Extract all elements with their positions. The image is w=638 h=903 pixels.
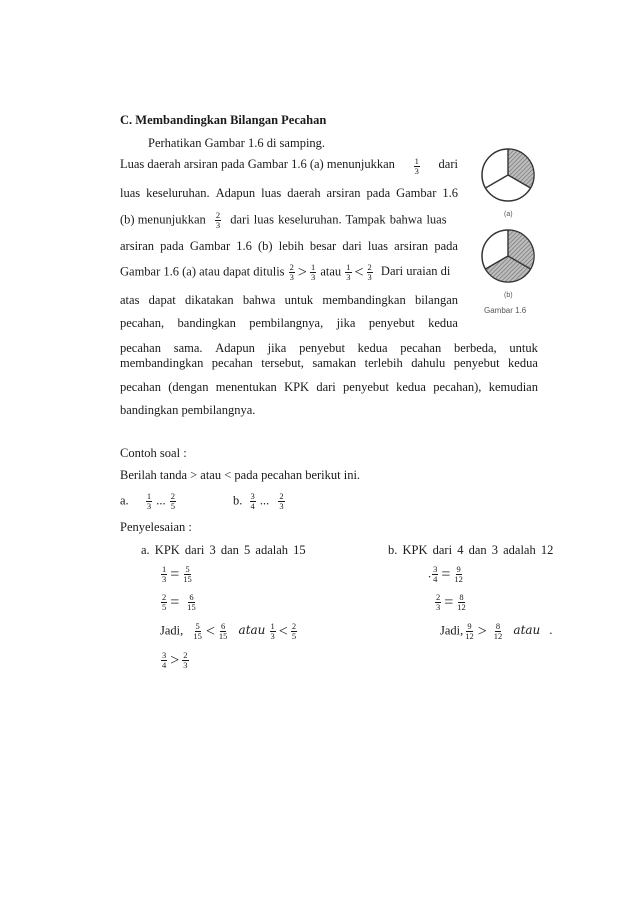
para-line-6 <box>120 293 458 307</box>
word: pecahan <box>120 380 161 394</box>
word: pada <box>160 239 184 253</box>
word: tersebut, <box>261 356 304 370</box>
solution-a-row2: $\frac{2}{5}$ = $\frac{6}{15}$ <box>162 592 196 612</box>
word: luas <box>120 186 141 200</box>
solution-b-row3: Jadi, $\frac{9}{12}$ > $\frac{8}{12}$ atau . <box>440 621 553 641</box>
fraction: $\frac{2}{3}$ <box>367 262 372 282</box>
circle-a <box>482 149 534 201</box>
example-b: b. $\frac{3}{4}$ ... $\frac{2}{3}$ <box>233 491 284 511</box>
solution-b-row1: . $\frac{3}{4}$ = $\frac{9}{12}$ <box>428 564 463 584</box>
word: kemudian <box>488 380 538 394</box>
word: (b) <box>258 239 273 253</box>
para-line-2 <box>120 186 458 200</box>
word: dapat <box>148 293 176 307</box>
solution-a-row3: Jadi, $\frac{5}{15}$ < $\frac{6}{15}$ atau $\frac{1}{3}$ < $\frac{2}{5}$ <box>160 621 297 641</box>
figure-1-6 <box>474 147 550 325</box>
word: (dengan <box>168 380 209 394</box>
word: penyebut <box>299 341 345 355</box>
word: berbeda, <box>453 341 497 355</box>
word: 1.6 <box>236 239 252 253</box>
intro-text: Perhatikan Gambar 1.6 di samping. <box>148 136 326 150</box>
word: penyebut <box>453 356 500 370</box>
word: pecahan, <box>120 316 165 330</box>
word: pecahan), <box>433 380 482 394</box>
pie-figures <box>474 147 550 325</box>
para-line-7 <box>120 316 458 330</box>
word: arsiran <box>120 239 155 253</box>
word: jika <box>336 316 356 330</box>
word: membandingkan <box>120 356 204 370</box>
solution-title: Penyelesaian : <box>120 520 192 534</box>
word: pecahan <box>400 341 442 355</box>
para-line-1 <box>120 157 458 176</box>
solution-a-row1: $\frac{1}{3}$ = $\frac{5}{15}$ <box>162 564 192 584</box>
word: jika <box>267 341 287 355</box>
word: Gambar <box>189 239 231 253</box>
word: kedua <box>396 380 426 394</box>
word: membandingkan <box>322 293 406 307</box>
word: samakan <box>312 356 357 370</box>
solution-b-row2: $\frac{2}{3}$ = $\frac{8}{12}$ <box>436 592 466 612</box>
word: pembilangnya, <box>249 316 324 330</box>
word: besar <box>309 239 337 253</box>
word: kedua <box>508 356 538 370</box>
circle-b <box>482 230 534 282</box>
fraction: $\frac{2}{3}$ <box>289 262 294 282</box>
solution-a-head: a. KPK dari 3 dan 5 adalah 15 <box>141 543 306 557</box>
word: pada <box>366 186 391 200</box>
para-line-3: (b) menunjukkan $\frac{2}{3}$ dari luas keseluruhan. Tampak bahwa luas <box>120 210 447 230</box>
fraction: $\frac{1}{3}$ <box>414 156 419 176</box>
word: Adapun <box>215 341 255 355</box>
word: daerah <box>287 186 321 200</box>
solution-b-head: b. KPK dari 4 dan 3 adalah 12 <box>388 543 554 557</box>
word: penyebut <box>343 380 389 394</box>
example-a: a. $\frac{1}{3}$ ... $\frac{2}{5}$ <box>120 491 175 511</box>
word: untuk <box>509 341 538 355</box>
word: bahwa <box>242 293 276 307</box>
para-line-11: bandingkan pembilangnya. <box>120 403 256 417</box>
word: menentukan <box>215 380 277 394</box>
para-text: dari <box>438 157 458 171</box>
word: Adapun <box>215 186 256 200</box>
word: atas <box>120 293 140 307</box>
section-heading: C. Membandingkan Bilangan Pecahan <box>120 113 327 127</box>
word: dikatakan <box>184 293 234 307</box>
word: untuk <box>284 293 314 307</box>
para-text: Luas daerah arsiran pada Gambar 1.6 (a) menunjukkan <box>120 157 395 171</box>
word: bandingkan <box>177 316 236 330</box>
para-line-10 <box>120 380 538 394</box>
fraction: $\frac{2}{3}$ <box>215 210 221 230</box>
word: penyebut <box>368 316 415 330</box>
word: pada <box>434 239 458 253</box>
word: dahulu <box>411 356 446 370</box>
para-line-4 <box>120 239 458 253</box>
figure-caption: Gambar 1.6 <box>484 306 527 315</box>
label-a: (a) <box>504 211 513 218</box>
word: Gambar <box>396 186 437 200</box>
word: lebih <box>278 239 304 253</box>
word: KPK <box>284 380 310 394</box>
para-line-5: Gambar 1.6 (a) atau dapat ditulis $\frac{2}{3}$ > $\frac{1}{3}$ atau $\frac{1}{3}$ < $\frac{2}{3}$ Dari uraian di <box>120 262 451 282</box>
word: dari <box>342 239 362 253</box>
word: kedua <box>428 316 458 330</box>
word: keseluruhan. <box>146 186 210 200</box>
word: sama. <box>173 341 203 355</box>
label-b: (b) <box>504 292 513 299</box>
word: luas <box>367 239 389 253</box>
fraction: $\frac{1}{3}$ <box>346 262 351 282</box>
word: dari <box>316 380 336 394</box>
word: kedua <box>357 341 388 355</box>
para-line-9 <box>120 356 538 370</box>
word: pecahan <box>120 341 161 355</box>
word: pecahan <box>211 356 253 370</box>
solution-a-row4: $\frac{3}{4}$ > $\frac{2}{3}$ <box>162 650 188 670</box>
word: bilangan <box>414 293 458 307</box>
fraction: $\frac{1}{3}$ <box>310 262 316 282</box>
word: arsiran <box>326 186 361 200</box>
word: arsiran <box>394 239 429 253</box>
word: terlebih <box>364 356 403 370</box>
para-line-8 <box>120 341 538 355</box>
example-instruction: Berilah tanda > atau < pada pecahan berikut ini. <box>120 468 361 482</box>
word: 1.6 <box>442 186 458 200</box>
example-title: Contoh soal : <box>120 446 187 460</box>
word: luas <box>261 186 282 200</box>
